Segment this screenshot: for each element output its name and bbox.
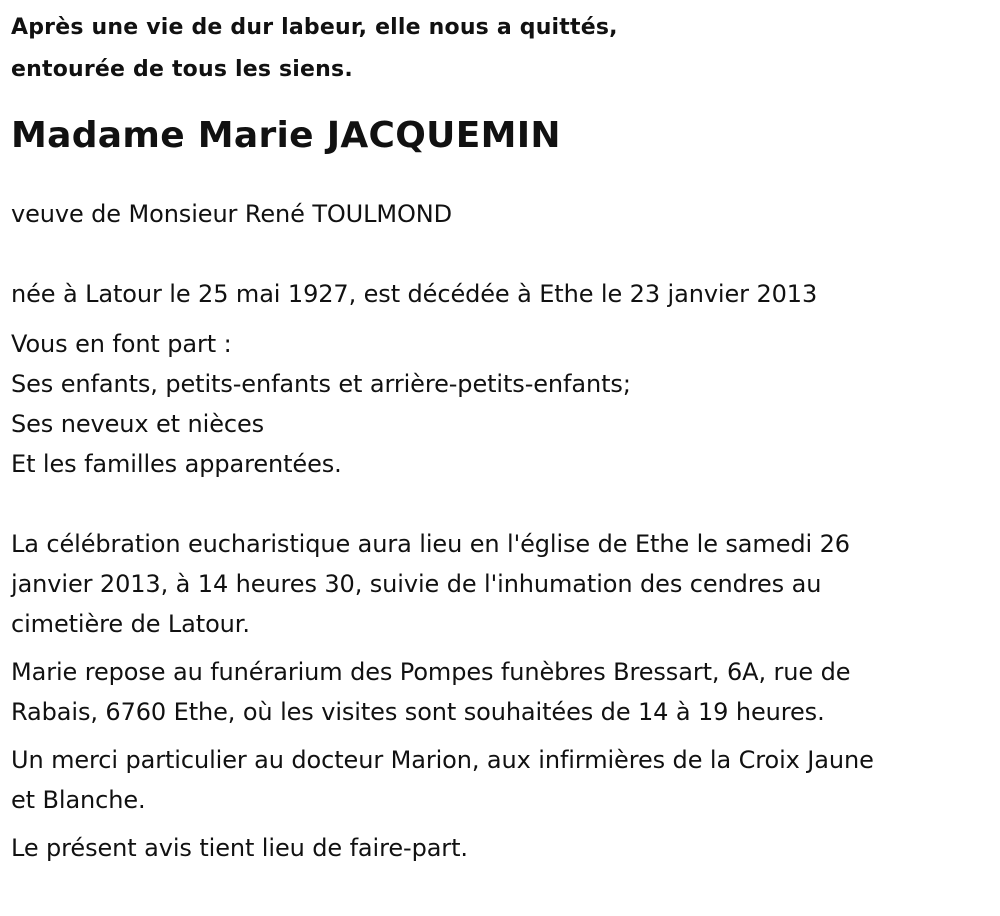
- intro-line: Après une vie de dur labeur, elle nous a quittés,: [11, 15, 618, 40]
- announcer-line: Et les familles apparentées.: [11, 450, 342, 478]
- thanks-line: Un merci particulier au docteur Marion, aux infirmières de la Croix Jaune: [11, 746, 874, 774]
- widow-of-line: veuve de Monsieur René TOULMOND: [11, 200, 453, 228]
- announcer-line: Ses enfants, petits-enfants et arrière-petits-enfants;: [11, 370, 631, 398]
- announcers-block: [11, 324, 996, 484]
- funeral-home-line: Rabais, 6760 Ethe, où les visites sont souhaitées de 14 à 19 heures.: [11, 698, 825, 726]
- ceremony-line: janvier 2013, à 14 heures 30, suivie de l'inhumation des cendres au: [11, 570, 822, 598]
- thanks-line: et Blanche.: [11, 786, 146, 814]
- ceremony-line: La célébration eucharistique aura lieu en l'église de Ethe le samedi 26: [11, 530, 850, 558]
- closing-line: Le présent avis tient lieu de faire-part.: [11, 834, 468, 862]
- ceremony-line: cimetière de Latour.: [11, 610, 250, 638]
- funeral-home-line: Marie repose au funérarium des Pompes funèbres Bressart, 6A, rue de: [11, 658, 851, 686]
- announcers-heading: Vous en font part :: [11, 330, 232, 358]
- deceased-name: Madame Marie JACQUEMIN: [11, 115, 561, 156]
- thanks-paragraph: [11, 740, 996, 820]
- announcer-line: Ses neveux et nièces: [11, 410, 265, 438]
- ceremony-paragraph: [11, 524, 996, 644]
- funeral-home-paragraph: [11, 652, 996, 732]
- intro-text: [11, 4, 996, 94]
- birth-death-line: née à Latour le 25 mai 1927, est décédée à Ethe le 23 janvier 2013: [11, 280, 818, 308]
- intro-line: entourée de tous les siens.: [11, 57, 353, 82]
